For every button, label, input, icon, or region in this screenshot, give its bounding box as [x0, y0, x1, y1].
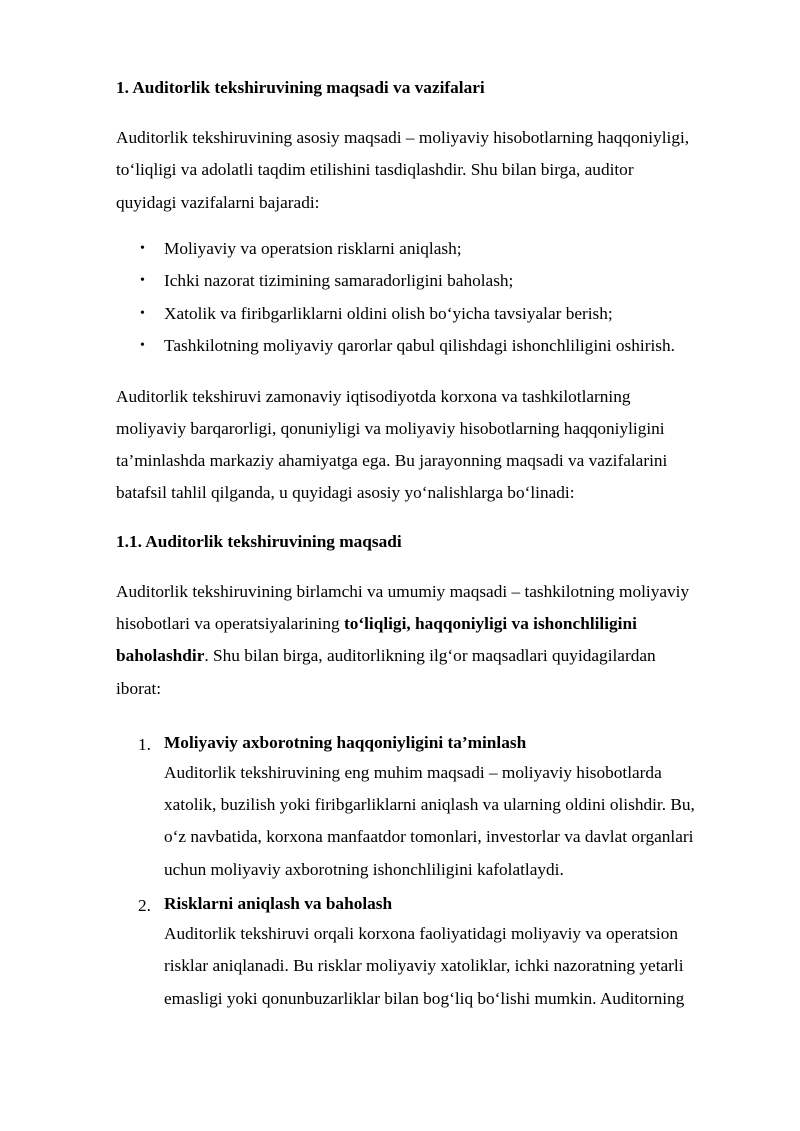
- text-line: Auditorlik tekshiruvining birlamchi va umumiy maqsadi – tashkilotning moliyaviy: [116, 581, 690, 601]
- bullet-icon: •: [140, 240, 145, 256]
- bullet-icon: •: [140, 305, 145, 321]
- bullet-icon: •: [140, 273, 145, 289]
- text-line: Auditorlik tekshiruvi orqali korxona faoliyatidagi moliyaviy va operatsion: [164, 924, 679, 944]
- text-line: xatolik, buzilish yoki firibgarliklarni aniqlash va ularning oldini olishdir. Bu,: [164, 795, 695, 815]
- text-line: Auditorlik tekshiruvining eng muhim maqsadi – moliyaviy hisobotlarda: [164, 762, 662, 782]
- text-line: batafsil tahlil qilganda, u quyidagi asosiy yo‘nalishlarga bo‘linadi:: [116, 483, 575, 503]
- intro-paragraph: [116, 122, 748, 219]
- text-line: to‘liqligi va adolatli taqdim etilishini tasdiqlashdir. Shu bilan birga, auditor: [116, 160, 634, 180]
- document-content: [116, 76, 748, 1015]
- text-line: [116, 640, 748, 672]
- numbered-item: [116, 890, 748, 1015]
- list-item: [116, 233, 748, 265]
- text-line: ta’minlashda markaziy ahamiyatga ega. Bu jarayonning maqsadi va vazifalarini: [116, 451, 668, 471]
- text-line: risklar aniqlanadi. Bu risklar moliyaviy xatoliklar, ichki nazoratning yetarli: [164, 956, 684, 976]
- numbered-item: [116, 729, 748, 886]
- text-line: emasligi yoki qonunbuzarliklar bilan bog‘liq bo‘lishi mumkin. Auditorning: [164, 988, 685, 1008]
- subsection-heading: 1.1. Auditorlik tekshiruvining maqsadi: [116, 531, 402, 551]
- text-line: [116, 608, 748, 640]
- list-item-text: Ichki nazorat tizimining samaradorligini baholash;: [164, 271, 514, 291]
- text-line: quyidagi vazifalarni bajaradi:: [116, 192, 320, 212]
- body-paragraph: [116, 381, 748, 510]
- bullet-icon: •: [140, 338, 145, 354]
- list-item-text: Tashkilotning moliyaviy qarorlar qabul qilishdagi ishonchliligini oshirish.: [164, 336, 675, 356]
- text-line: Auditorlik tekshiruvining asosiy maqsadi – moliyaviy hisobotlarning haqqoniyligi,: [116, 128, 690, 147]
- text-line: iborat:: [116, 678, 162, 698]
- item-number: 1.: [138, 734, 151, 754]
- text-span: . Shu bilan birga, auditorlikning ilg‘or maqsadlari quyidagilardan: [204, 646, 656, 666]
- text-line: uchun moliyaviy axborotning ishonchliligini kafolatlaydi.: [164, 859, 564, 879]
- text-line: o‘z navbatida, korxona manfaatdor tomonlari, investorlar va davlat organlari: [164, 827, 694, 847]
- emphasis-text: baholashdir: [116, 646, 205, 666]
- task-bullet-list: [116, 233, 748, 363]
- section-heading: 1. Auditorlik tekshiruvining maqsadi va vazifalari: [116, 78, 485, 97]
- list-item: [116, 298, 748, 330]
- text-span: hisobotlari va operatsiyalarining: [116, 614, 344, 633]
- list-item-text: Xatolik va firibgarliklarni oldini olish bo‘yicha tavsiyalar berish;: [164, 303, 613, 323]
- goals-numbered-list: [116, 729, 748, 1015]
- emphasis-text: to‘liqligi, haqqoniyligi va ishonchliligini: [343, 614, 637, 633]
- purpose-paragraph: [116, 576, 748, 705]
- list-item: [116, 265, 748, 297]
- item-title: Moliyaviy axborotning haqqoniyligini ta’minlash: [164, 732, 527, 752]
- list-item: [116, 330, 748, 362]
- list-item-text: Moliyaviy va operatsion risklarni aniqlash;: [164, 238, 462, 258]
- item-title: Risklarni aniqlash va baholash: [164, 894, 393, 914]
- text-line: moliyaviy barqarorligi, qonuniyligi va moliyaviy hisobotlarning haqqoniyligini: [116, 418, 665, 438]
- text-line: Auditorlik tekshiruvi zamonaviy iqtisodiyotda korxona va tashkilotlarning: [116, 386, 631, 406]
- item-number: 2.: [138, 896, 151, 916]
